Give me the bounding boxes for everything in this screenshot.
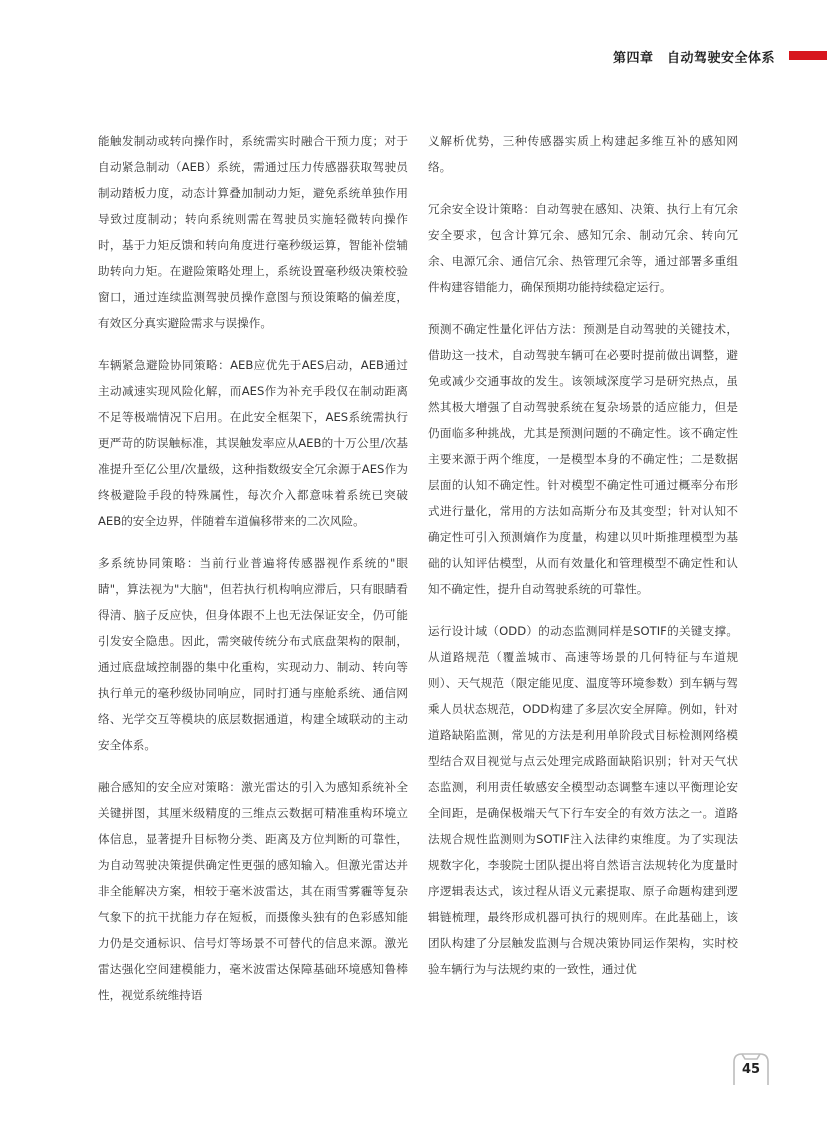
header-accent-bar bbox=[789, 51, 827, 60]
paragraph: 融合感知的安全应对策略：激光雷达的引入为感知系统补全关键拼图，其厘米级精度的三维点云数据可精准重构环境立体信息，显著提升目标物分类、距离及方位判断的可靠性，为自动驾驶决策提供确定性更强的感知输入。但激光雷达并非全能解决方案，相较于毫米波雷达，其在雨雪雾霾等复杂气象下的抗干扰能力存在短板，而摄像头独有的色彩感知能力仍是交通标识、信号灯等场景不可替代的信息来源。激光雷达强化空间建模能力，毫米波雷达保障基础环境感知鲁棒性，视觉系统维持语 bbox=[98, 780, 408, 1002]
page-number: 45 bbox=[741, 1062, 761, 1077]
paragraph: 运行设计域（ODD）的动态监测同样是SOTIF的关键支撑。从道路规范（覆盖城市、高速等场景的几何特征与车道规则）、天气规范（限定能见度、温度等环境参数）到车辆与驾乘人员状态规范，ODD构建了多层次安全屏障。例如，针对道路缺陷监测，常见的方法是利用单阶段式目标检测网络模型结合双目视觉与点云处理完成路面缺陷识别；针对天气状态监测，利用责任敏感安全模型动态调整车速以平衡理论安全间距，是确保极端天气下行车安全的有效方法之一。道路法规合规性监测则为SOTIF注入法律约束维度。为了实现法规数字化，李骏院士团队提出将自然语言法规转化为度量时序逻辑表达式，该过程从语义元素提取、原子命题构建到逻辑链梳理，最终形成机器可执行的规则库。在此基础上，该团队构建了分层触发监测与合规决策协同运作架构，实时校验车辆行为与法规约束的一致性，通过优 bbox=[428, 624, 738, 976]
paragraph: 车辆紧急避险协同策略：AEB应优先于AES启动，AEB通过主动减速实现风险化解，而AES作为补充手段仅在制动距离不足等极端情况下启用。在此安全框架下，AES系统需执行更严苛的防误触标准，其误触发率应从AEB的十万公里/次基准提升至亿公里/次量级，这种指数级安全冗余源于AES作为终极避险手段的特殊属性，每次介入都意味着系统已突破AEB的安全边界，伴随着车道偏移带来的二次风险。 bbox=[98, 358, 408, 528]
paragraph: 多系统协同策略：当前行业普遍将传感器视作系统的"眼睛"，算法视为"大脑"，但若执行机构响应滞后，只有眼睛看得清、脑子反应快，但身体跟不上也无法保证安全，仍可能引发安全隐患。因此，需突破传统分布式底盘架构的限制，通过底盘域控制器的集中化重构，实现动力、制动、转向等执行单元的毫秒级协同响应，同时打通与座舱系统、通信网络、光学交互等模块的底层数据通道，构建全域联动的主动安全体系。 bbox=[98, 556, 408, 752]
paragraph: 冗余安全设计策略：自动驾驶在感知、决策、执行上有冗余安全要求，包含计算冗余、感知冗余、制动冗余、转向冗余、电源冗余、通信冗余、热管理冗余等，通过部署多重组件构建容错能力，确保预期功能持续稳定运行。 bbox=[428, 202, 738, 294]
left-column bbox=[98, 128, 408, 1024]
chapter-title: 第四章 自动驾驶安全体系 bbox=[612, 51, 775, 66]
paragraph: 预测不确定性量化评估方法：预测是自动驾驶的关键技术，借助这一技术，自动驾驶车辆可在必要时提前做出调整，避免或减少交通事故的发生。该领域深度学习是研究热点，虽然其极大增强了自动驾驶系统在复杂场景的适应能力，但是仍面临多种挑战，尤其是预测问题的不确定性。该不确定性主要来源于两个维度，一是模型本身的不确定性；二是数据层面的认知不确定性。针对模型不确定性可通过概率分布形式进行量化，常用的方法如高斯分布及其变型；针对认知不确定性可引入预测熵作为度量，构建以贝叶斯推理模型为基础的认知评估模型，从而有效量化和管理模型不确定性和认知不确定性，提升自动驾驶系统的可靠性。 bbox=[428, 322, 738, 596]
right-column bbox=[428, 128, 738, 998]
paragraph: 能触发制动或转向操作时，系统需实时融合干预力度；对于自动紧急制动（AEB）系统，需通过压力传感器获取驾驶员制动踏板力度，动态计算叠加制动力矩，避免系统单独作用导致过度制动；转向系统则需在驾驶员实施轻微转向操作时，基于力矩反馈和转向角度进行毫秒级运算，智能补偿辅助转向力矩。在避险策略处理上，系统设置毫秒级决策校验窗口，通过连续监测驾驶员操作意图与预设策略的偏差度，有效区分真实避险需求与误操作。 bbox=[98, 134, 408, 330]
paragraph: 义解析优势，三种传感器实质上构建起多维互补的感知网络。 bbox=[428, 134, 738, 174]
